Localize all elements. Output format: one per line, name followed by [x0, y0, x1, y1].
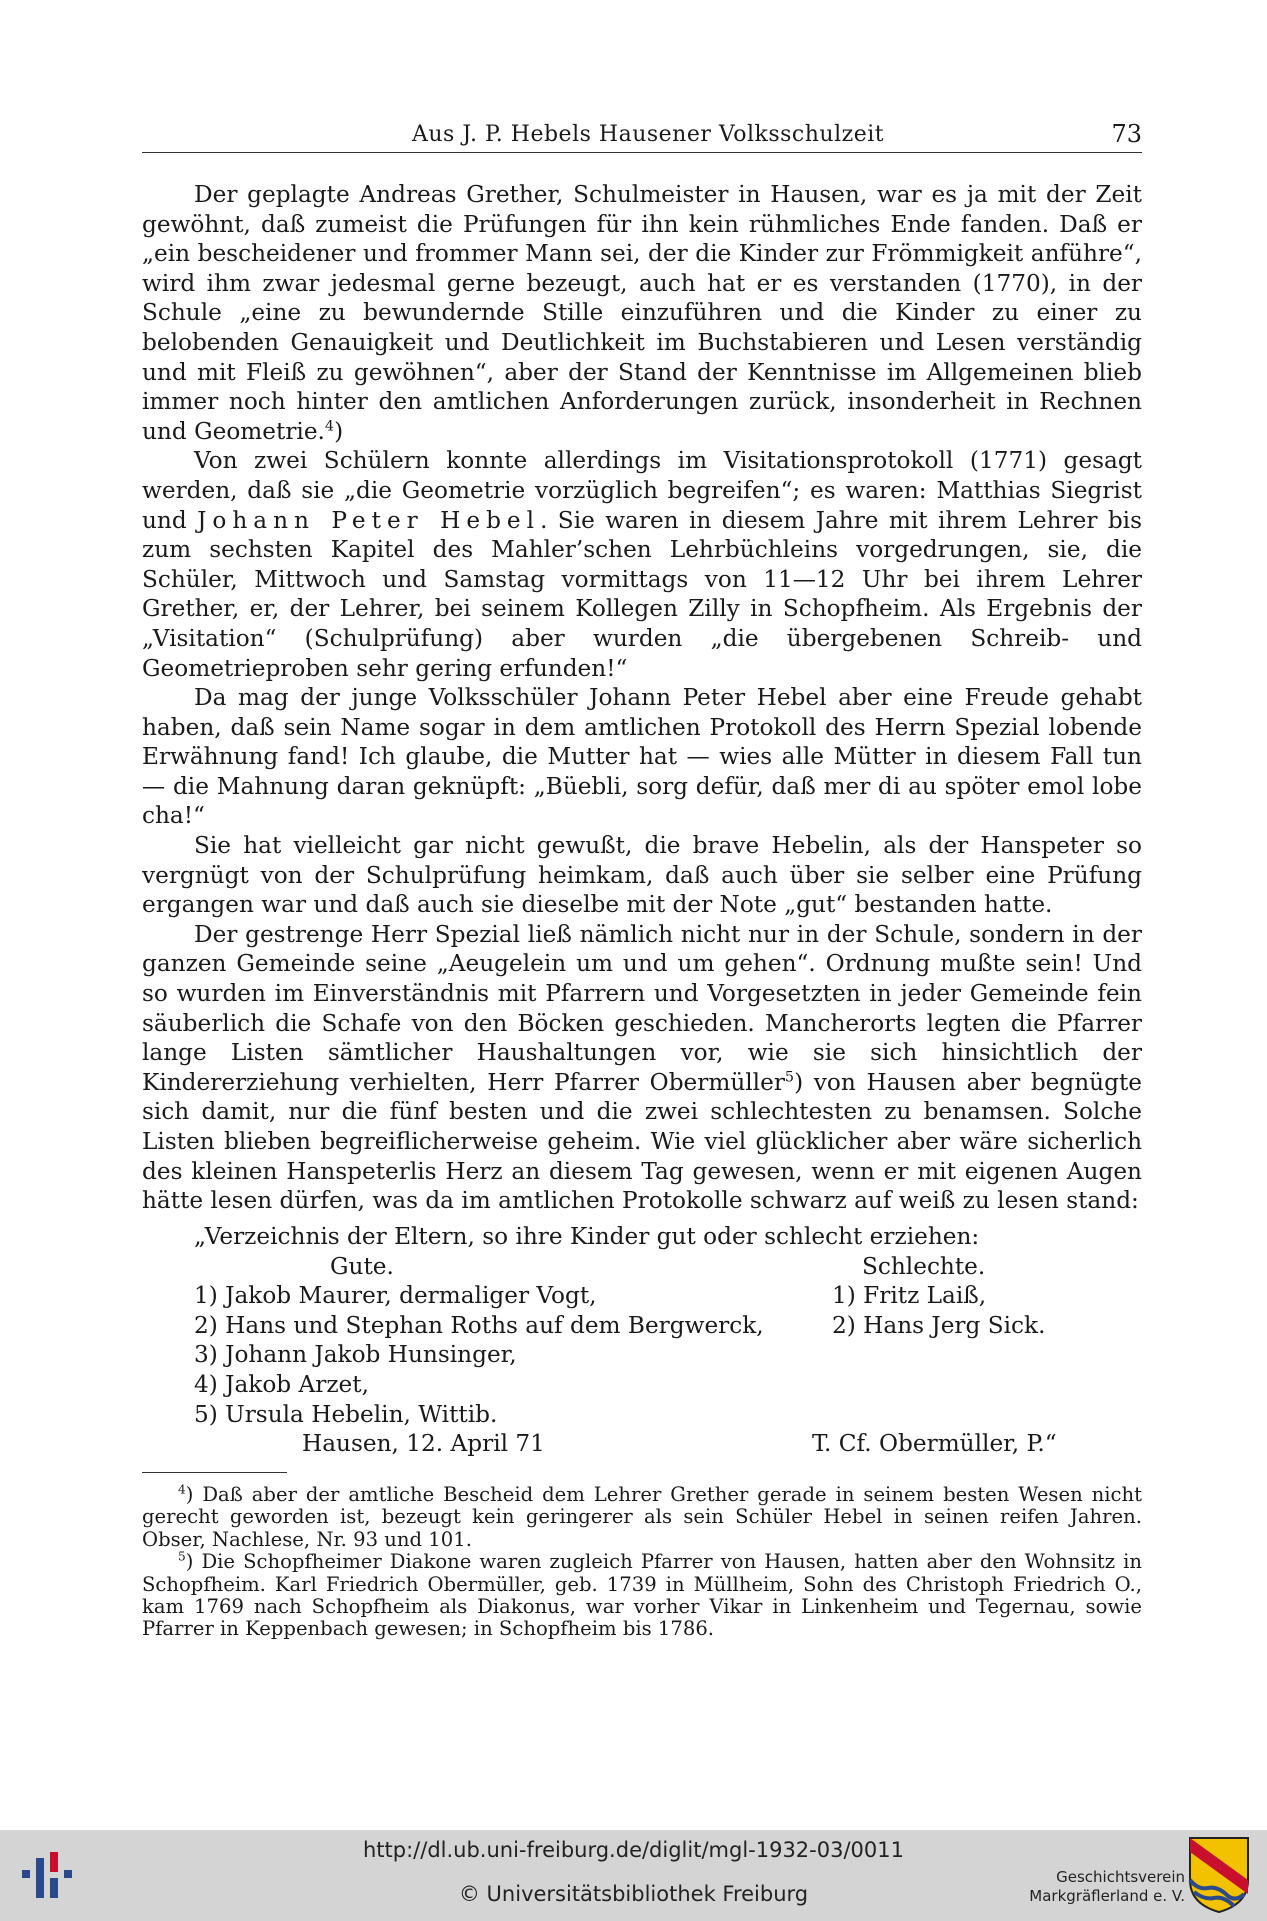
register-head-good: Gute. — [330, 1252, 394, 1280]
paragraph-text: Sie hat vielleicht gar nicht gewußt, die brave Hebelin, als der Hanspeter so vergnügt von der Schulprüfung heimkam, daß auch über sie selber eine Prüfung ergangen war und daß auch sie dieselbe mit der Note „gut“ bestanden hatte. — [142, 832, 1142, 919]
register-title: „Verzeichnis der Eltern, so ihre Kinder gut oder schlecht erziehen: — [194, 1223, 980, 1250]
footnote-text: ) Daß aber der amtliche Bescheid dem Lehrer Grether gerade in seinem besten Wesen nicht gerecht geworden ist, bezeugt kein geringerer als sein Schüler Hebel in seinen reifen Jahren. Obser, Nachlese, Nr. 93 und 101. — [142, 1483, 1142, 1551]
footnote-mark: 4 — [178, 1482, 186, 1497]
source-url-link[interactable]: http://dl.ub.uni-freiburg.de/diglit/mgl-1932-03/0011 — [362, 1838, 904, 1862]
footnote — [142, 1484, 1142, 1551]
paragraph: Der geplagte Andreas Grether, Schulmeister in Hausen, war es ja mit der Zeit gewöhnt, daß zumeist die Prüfungen für ihn kein rühmliches Ende fanden. Daß er „ein bescheidener und frommer Mann sei, der die Kinder zur Frömmigkeit anführe“, wird ihm zwar jedesmal gerne bezeugt, auch hat er es verstanden (1770), in der Schule „eine zu bewundernde Stille einzuführen und die Kinder zu einer zu belobenden Genauigkeit und Deutlichkeit im Buchstabieren und Lesen verständig und mit Fleiß zu gewöhnen“, aber der Stand der Kenntnisse im Allgemeinen blieb immer noch hinter den amtlichen Anforderungen zurück, insonderheit in Rechnen und Geometrie.$^4$) — [142, 181, 1142, 445]
footnote — [142, 1551, 1142, 1641]
page-number: 73 — [1111, 120, 1142, 148]
paragraph-text: von Hausen aber begnügte sich damit, nur die fünf besten und die zwei schlechtesten zu benamsen. Solche Listen blieben begreiflicherweise geheim. Wie viel glücklicher aber wäre sicherlich des kleinen Hanspeterlis Herz an diesem Tag gewesen, wenn er mit eigenen Augen hätte lesen dürfen, was da im amtlichen Protokolle schwarz auf weiß zu lesen stand: — [142, 1068, 1142, 1215]
footnote-ref-4: 4 — [324, 418, 335, 435]
footnote-mark: 5 — [178, 1549, 186, 1564]
footer-bar — [0, 1830, 1267, 1921]
footnote-ref-5: 5 — [784, 1069, 795, 1086]
register-bad-entry: 2) Hans Jerg Sick. — [832, 1311, 1046, 1339]
society-line: Geschichtsverein — [1056, 1868, 1185, 1886]
footnotes — [142, 1484, 1142, 1641]
register-good-entry: 2) Hans und Stephan Roths auf dem Bergwerck, — [194, 1311, 764, 1339]
society-name — [1005, 1868, 1185, 1906]
paragraph — [142, 831, 1142, 920]
paragraph — [142, 446, 1142, 683]
footnote-text: ) Die Schopfheimer Diakone waren zugleich Pfarrer von Hausen, hatten aber den Wohnsitz in Schopfheim. Karl Friedrich Obermüller, geb. 1739 in Müllheim, Sohn des Christoph Friedrich O., kam 1769 nach Schopfheim als Diakonus, war vorher Vikar in Linkenheim und Tegernau, sowie Pfarrer in Keppenbach gewesen; in Schopfheim bis 1786. — [142, 1550, 1142, 1641]
paragraph-text: . Sie waren in diesem Jahre mit ihrem Lehrer bis zum sechsten Kapitel des Mahler’schen Lehrbüchleins vorgedrungen, sie, die Schüler, Mittwoch und Samstag vormittags von 11—12 Uhr bei ihrem Lehrer Grether, er, der Lehrer, bei seinem Kollegen Zilly in Schopfheim. Als Ergebnis der „Visitation“ (Schulprüfung) aber wurden „die übergebenen Schreib- und Geometrieproben sehr gering erfunden!“ — [142, 506, 1142, 682]
copyright-text: © Universitätsbibliothek Freiburg — [458, 1882, 809, 1906]
footnote-divider — [142, 1472, 287, 1473]
running-title: Aus J. P. Hebels Hausener Volksschulzeit — [412, 122, 885, 147]
parents-register — [142, 1222, 1142, 1459]
paragraph — [142, 683, 1142, 831]
emphasized-name: Johann Peter Hebel — [197, 506, 541, 534]
running-header — [142, 118, 1142, 153]
register-signature: T. Cf. Obermüller, P.“ — [812, 1430, 1057, 1458]
register-place-date: Hausen, 12. April 71 — [302, 1430, 545, 1458]
paragraph-text: Der geplagte Andreas Grether, Schulmeister in Hausen, war es ja mit der Zeit gewöhnt, daß zumeist die Prüfungen für ihn kein rühmliches Ende fanden. Daß er „ein bescheidener und frommer Mann sei, der die Kinder zur Frömmigkeit anführe“, wird ihm zwar jedesmal gerne bezeugt, auch hat er es verstanden (1770), in der Schule „eine zu bewundernde Stille einzuführen und die Kinder zu einer zu belobenden Genauigkeit und Deutlichkeit im Buchstabieren und Lesen verständig und mit Fleiß zu gewöhnen“, aber der Stand der Kenntnisse im Allgemeinen blieb immer noch hinter den amtlichen Anforderungen zurück, insonderheit in Rechnen und Geometrie. — [142, 181, 1142, 445]
register-good-entry: 4) Jakob Arzet, — [194, 1370, 369, 1398]
society-line: Markgräflerland e. V. — [1029, 1887, 1185, 1905]
register-head-bad: Schlechte. — [862, 1252, 986, 1280]
paragraph: Der gestrenge Herr Spezial ließ nämlich nicht nur in der Schule, sondern in der ganzen Gemeinde seine „Aeugelein um und um gehen“. Ordnung mußte sein! Und so wurden im Einverständnis mit Pfarrern und Vorgesetzten in jeder Gemeinde fein säuberlich die Schafe von den Böcken geschieden. Mancherorts legten die Pfarrer lange Listen sämtlicher Haushaltungen vor, wie sie sich hinsichtlich der Kindererziehung verhielten, Herr Pfarrer Obermüller$^5$) von Hausen aber begnügte sich damit, nur die fünf besten und die zwei schlechtesten zu benamsen. Solche Listen blieben begreiflicherweise geheim. Wie viel glücklicher aber wäre sicherlich des kleinen Hanspeterlis Herz an diesem Tag gewesen, wenn er mit eigenen Augen hätte lesen dürfen, was da im amtlichen Protokolle schwarz auf weiß zu lesen stand: — [142, 920, 1142, 1215]
paragraph-text: Der gestrenge Herr Spezial ließ nämlich nicht nur in der Schule, sondern in der ganzen Gemeinde seine „Aeugelein um und um gehen“. Ordnung mußte sein! Und so wurden im Einverständnis mit Pfarrern und Vorgesetzten in jeder Gemeinde fein säuberlich die Schafe von den Böcken geschieden. Mancherorts legten die Pfarrer lange Listen sämtlicher Haushaltungen vor, wie sie sich hinsichtlich der Kindererziehung verhielten, Herr Pfarrer Obermüller — [142, 920, 1142, 1096]
coat-of-arms-icon[interactable] — [1188, 1836, 1250, 1914]
register-bad-entry: 1) Fritz Laiß, — [832, 1282, 987, 1310]
paragraph-text: Von zwei Schülern konnte allerdings im Visitationsprotokoll (1771) gesagt werden, daß sie „die Geometrie vorzüglich begreifen“; es waren: Matthias Siegrist und — [142, 447, 1142, 534]
register-good-entry: 5) Ursula Hebelin, Wittib. — [194, 1400, 498, 1428]
main-text — [142, 180, 1142, 1216]
register-good-entry: 1) Jakob Maurer, dermaliger Vogt, — [194, 1282, 597, 1310]
paragraph-text: Da mag der junge Volksschüler Johann Peter Hebel aber eine Freude gehabt haben, daß sein Name sogar in dem amtlichen Protokoll des Herrn Spezial lobende Erwähnung fand! Ich glaube, die Mutter hat — wies alle Mütter in diesem Fall tun — die Mahnung daran geknüpft: „Büebli, sorg defür, daß mer di au spöter emol lobe cha!“ — [142, 684, 1142, 830]
register-good-entry: 3) Johann Jakob Hunsinger, — [194, 1341, 517, 1369]
